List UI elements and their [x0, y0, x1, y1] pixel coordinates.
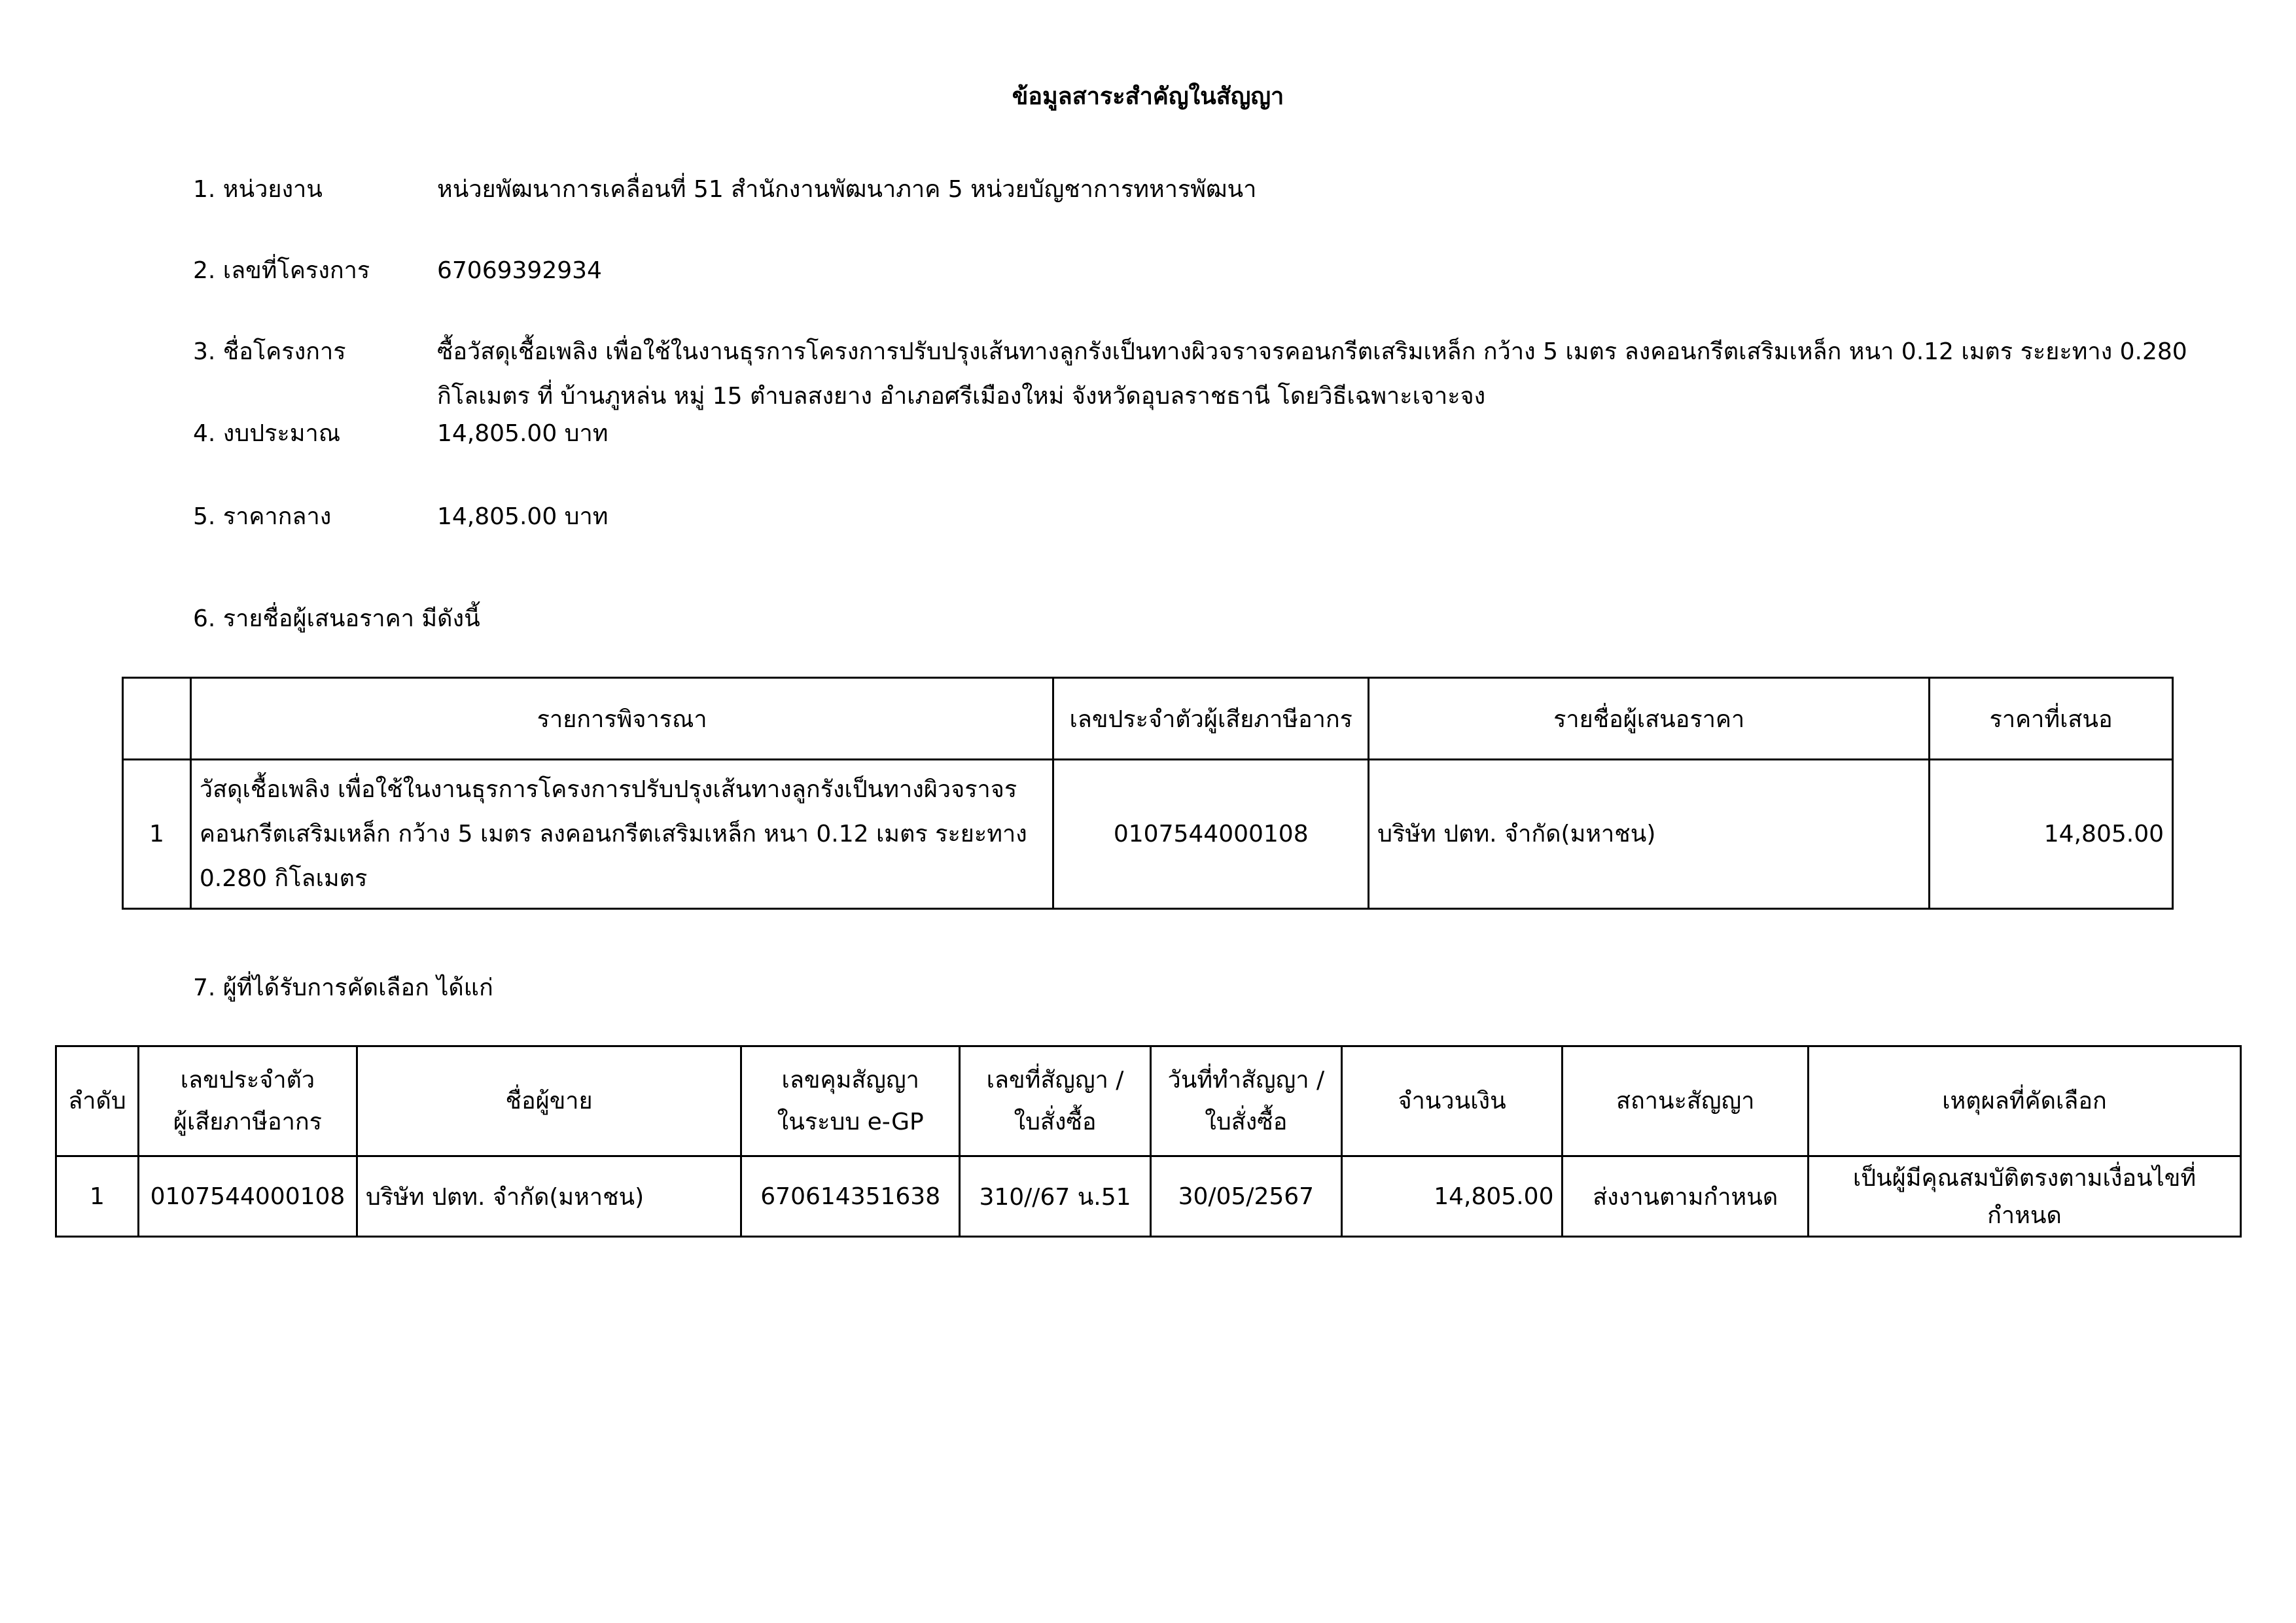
selection-reason: เป็นผู้มีคุณสมบัติตรงตามเงื่อนไขที่กำหนด [1808, 1156, 2240, 1237]
row-number: 1 [56, 1156, 139, 1237]
median-price-label: 5. ราคากลาง [193, 503, 332, 530]
median-price-value: 14,805.00 บาท [437, 503, 609, 530]
contract-date: 30/05/2567 [1150, 1156, 1341, 1237]
column-header: วันที่ทำสัญญา / ใบสั่งซื้อ [1150, 1046, 1341, 1156]
budget-value: 14,805.00 บาท [437, 420, 609, 447]
egp-control-number: 670614351638 [741, 1156, 960, 1237]
column-header: จำนวนเงิน [1341, 1046, 1563, 1156]
agency-label: 1. หน่วยงาน [193, 176, 323, 203]
column-header: ชื่อผู้ขาย [357, 1046, 741, 1156]
bidders-heading: 6. รายชื่อผู้เสนอราคา มีดังนี้ [193, 605, 480, 632]
contract-amount: 14,805.00 [1341, 1156, 1563, 1237]
column-header [123, 678, 191, 760]
item-description: วัสดุเชื้อเพลิง เพื่อใช้ในงานธุรการโครงการปรับปรุงเส้นทางลูกรังเป็นทางผิวจราจรคอนกรีตเสริมเหล็ก กว้าง 5 เมตร ลงคอนกรีตเสริมเหล็ก หนา 0.12 เมตร ระยะทาง 0.280 กิโลเมตร [190, 760, 1053, 909]
winners-table [55, 1045, 2242, 1238]
table-row [123, 760, 2173, 909]
agency-value: หน่วยพัฒนาการเคลื่อนที่ 51 สำนักงานพัฒนาภาค 5 หน่วยบัญชาการทหารพัฒนา [437, 176, 1257, 203]
table-row [56, 1156, 2241, 1237]
tax-id: 0107544000108 [138, 1156, 357, 1237]
table-header-row [56, 1046, 2241, 1156]
column-header: เลขคุมสัญญา ในระบบ e-GP [741, 1046, 960, 1156]
contract-number: 310//67 น.51 [960, 1156, 1151, 1237]
project-name-value: ซื้อวัสดุเชื้อเพลิง เพื่อใช้ในงานธุรการโครงการปรับปรุงเส้นทางลูกรังเป็นทางผิวจราจรคอนกรีตเสริมเหล็ก กว้าง 5 เมตร ลงคอนกรีตเสริมเหล็ก หนา 0.12 เมตร ระยะทาง 0.280 กิโลเมตร ที่ บ้านภูหล่น หมู่ 15 ตำบลสงยาง อำเภอศรีเมืองใหม่ จังหวัดอุบลราชธานี โดยวิธีเฉพาะเจาะจง [437, 338, 2187, 410]
bidders-table [122, 677, 2174, 910]
winners-heading: 7. ผู้ที่ได้รับการคัดเลือก ได้แก่ [193, 974, 493, 1001]
budget-label: 4. งบประมาณ [193, 420, 341, 447]
column-header: เหตุผลที่คัดเลือก [1808, 1046, 2240, 1156]
document-title: ข้อมูลสาระสำคัญในสัญญา [1012, 83, 1284, 110]
project-number-value: 67069392934 [437, 257, 602, 284]
project-number-label: 2. เลขที่โครงการ [193, 257, 370, 284]
tax-id: 0107544000108 [1053, 760, 1369, 909]
row-number: 1 [123, 760, 191, 909]
column-header: สถานะสัญญา [1563, 1046, 1809, 1156]
column-header: เลขที่สัญญา / ใบสั่งซื้อ [960, 1046, 1151, 1156]
contract-status: ส่งงานตามกำหนด [1563, 1156, 1809, 1237]
column-header: ราคาที่เสนอ [1930, 678, 2173, 760]
project-name-label: 3. ชื่อโครงการ [193, 338, 346, 365]
column-header: รายชื่อผู้เสนอราคา [1369, 678, 1930, 760]
seller-name: บริษัท ปตท. จำกัด(มหาชน) [357, 1156, 741, 1237]
column-header: เลขประจำตัวผู้เสียภาษีอากร [1053, 678, 1369, 760]
table-header-row [123, 678, 2173, 760]
bidder-name: บริษัท ปตท. จำกัด(มหาชน) [1369, 760, 1930, 909]
column-header: รายการพิจารณา [190, 678, 1053, 760]
column-header: ลำดับ [56, 1046, 139, 1156]
bid-price: 14,805.00 [1930, 760, 2173, 909]
column-header: เลขประจำตัว ผู้เสียภาษีอากร [138, 1046, 357, 1156]
